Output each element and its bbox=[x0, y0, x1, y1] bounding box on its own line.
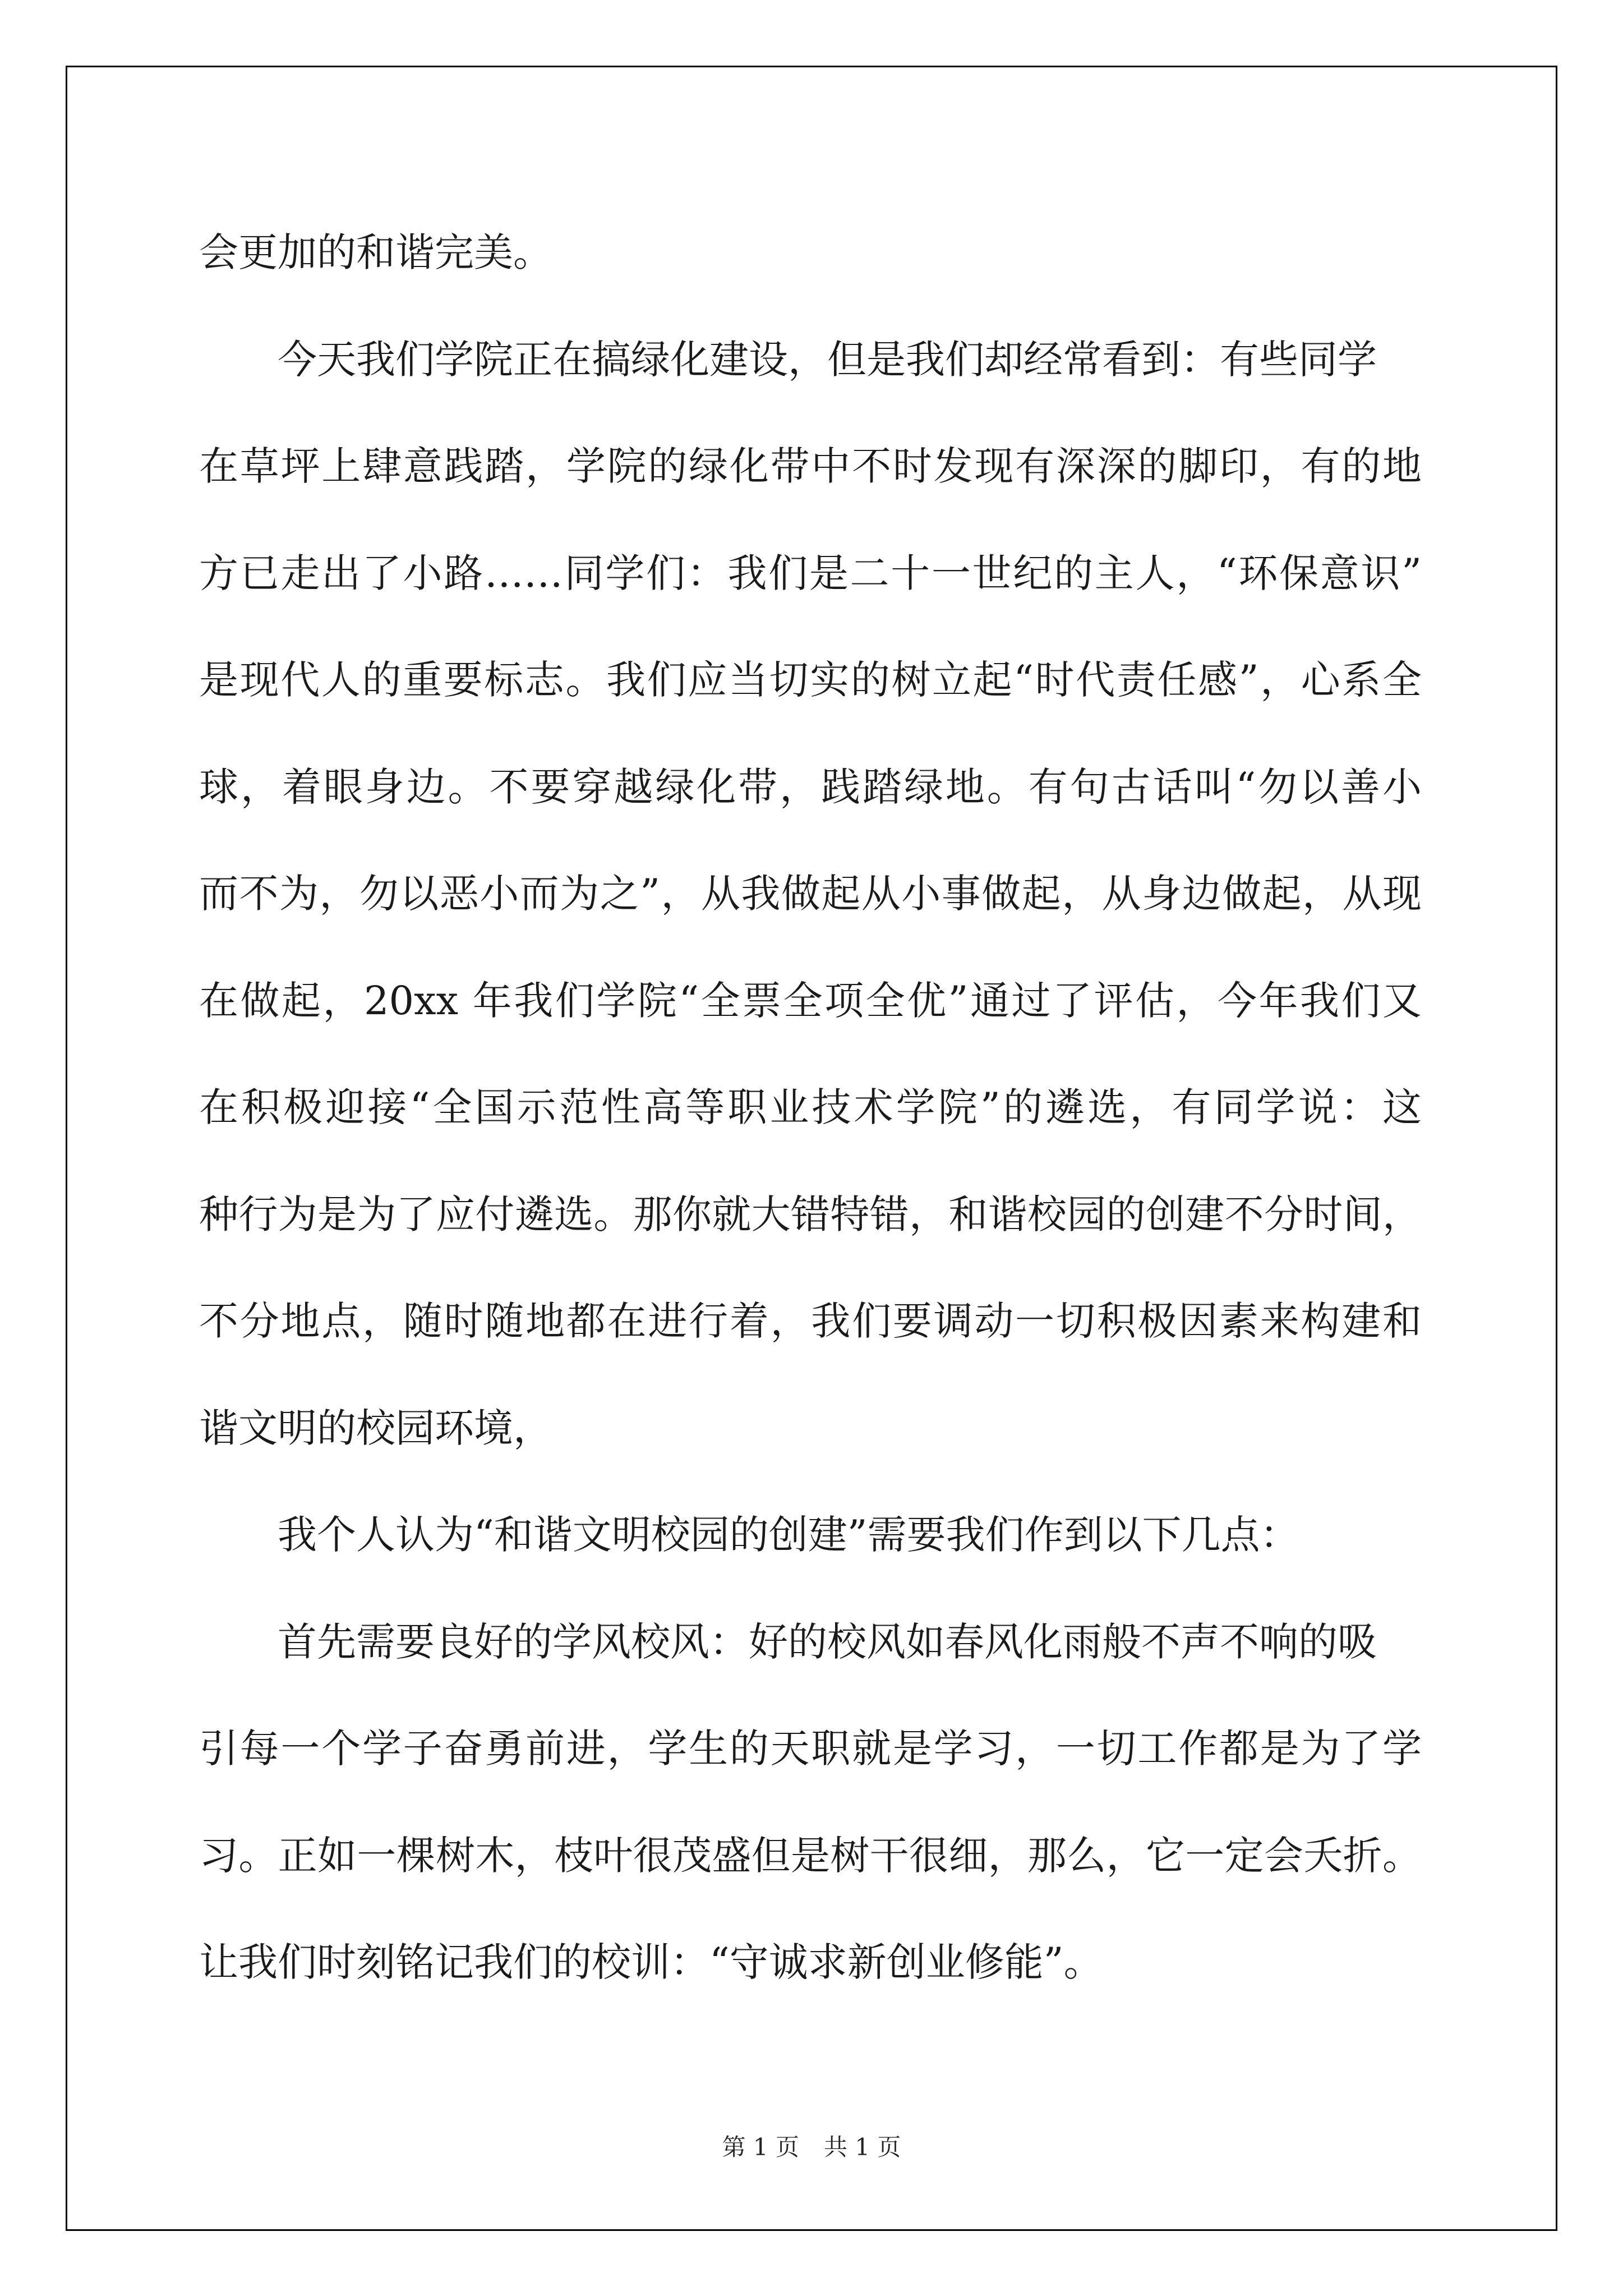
text-line: 习。正如一棵树木，枝叶很茂盛但是树干很细，那么，它一定会夭折。 bbox=[199, 1832, 1422, 1879]
page-footer bbox=[0, 2129, 1623, 2162]
text-line: 方已走出了小路……同学们：我们是二十一世纪的主人，“环保意识” bbox=[199, 550, 1422, 596]
text-line: 在积极迎接“全国示范性高等职业技术学院”的遴选，有同学说：这 bbox=[199, 1084, 1422, 1130]
text-line: 种行为是为了应付遴选。那你就大错特错，和谐校园的创建不分时间， bbox=[199, 1191, 1422, 1237]
text-line: 让我们时刻铭记我们的校训：“守诚求新创业修能”。 bbox=[199, 1939, 1103, 1985]
text-line: 首先需要良好的学风校风：好的校风如春风化雨般不声不响的吸 bbox=[278, 1618, 1377, 1665]
text-line: 在做起，20xx 年我们学院“全票全项全优”通过了评估，今年我们又 bbox=[199, 977, 1422, 1024]
text-line: 是现代人的重要标志。我们应当切实的树立起“时代责任感”，心系全 bbox=[199, 657, 1422, 703]
page-number: 第 1 页 bbox=[722, 2133, 799, 2161]
text-line: 会更加的和谐完美。 bbox=[199, 229, 552, 275]
text-line: 引每一个学子奋勇前进，学生的天职就是学习，一切工作都是为了学 bbox=[199, 1726, 1422, 1772]
text-line: 在草坪上肆意践踏，学院的绿化带中不时发现有深深的脚印，有的地 bbox=[199, 443, 1422, 489]
text-line: 谐文明的校园环境， bbox=[199, 1405, 552, 1451]
document-body bbox=[199, 199, 1422, 2016]
text-line: 不分地点，随时随地都在进行着，我们要调动一切积极因素来构建和 bbox=[199, 1298, 1422, 1344]
text-line: 而不为，勿以恶小而为之”，从我做起从小事做起，从身边做起，从现 bbox=[199, 871, 1422, 917]
page-total: 共 1 页 bbox=[824, 2133, 901, 2161]
text-line: 球，着眼身边。不要穿越绿化带，践踏绿地。有句古话叫“勿以善小 bbox=[199, 763, 1422, 810]
text-line: 今天我们学院正在搞绿化建设，但是我们却经常看到：有些同学 bbox=[278, 336, 1377, 383]
text-line: 我个人认为“和谐文明校园的创建”需要我们作到以下几点： bbox=[278, 1512, 1299, 1558]
